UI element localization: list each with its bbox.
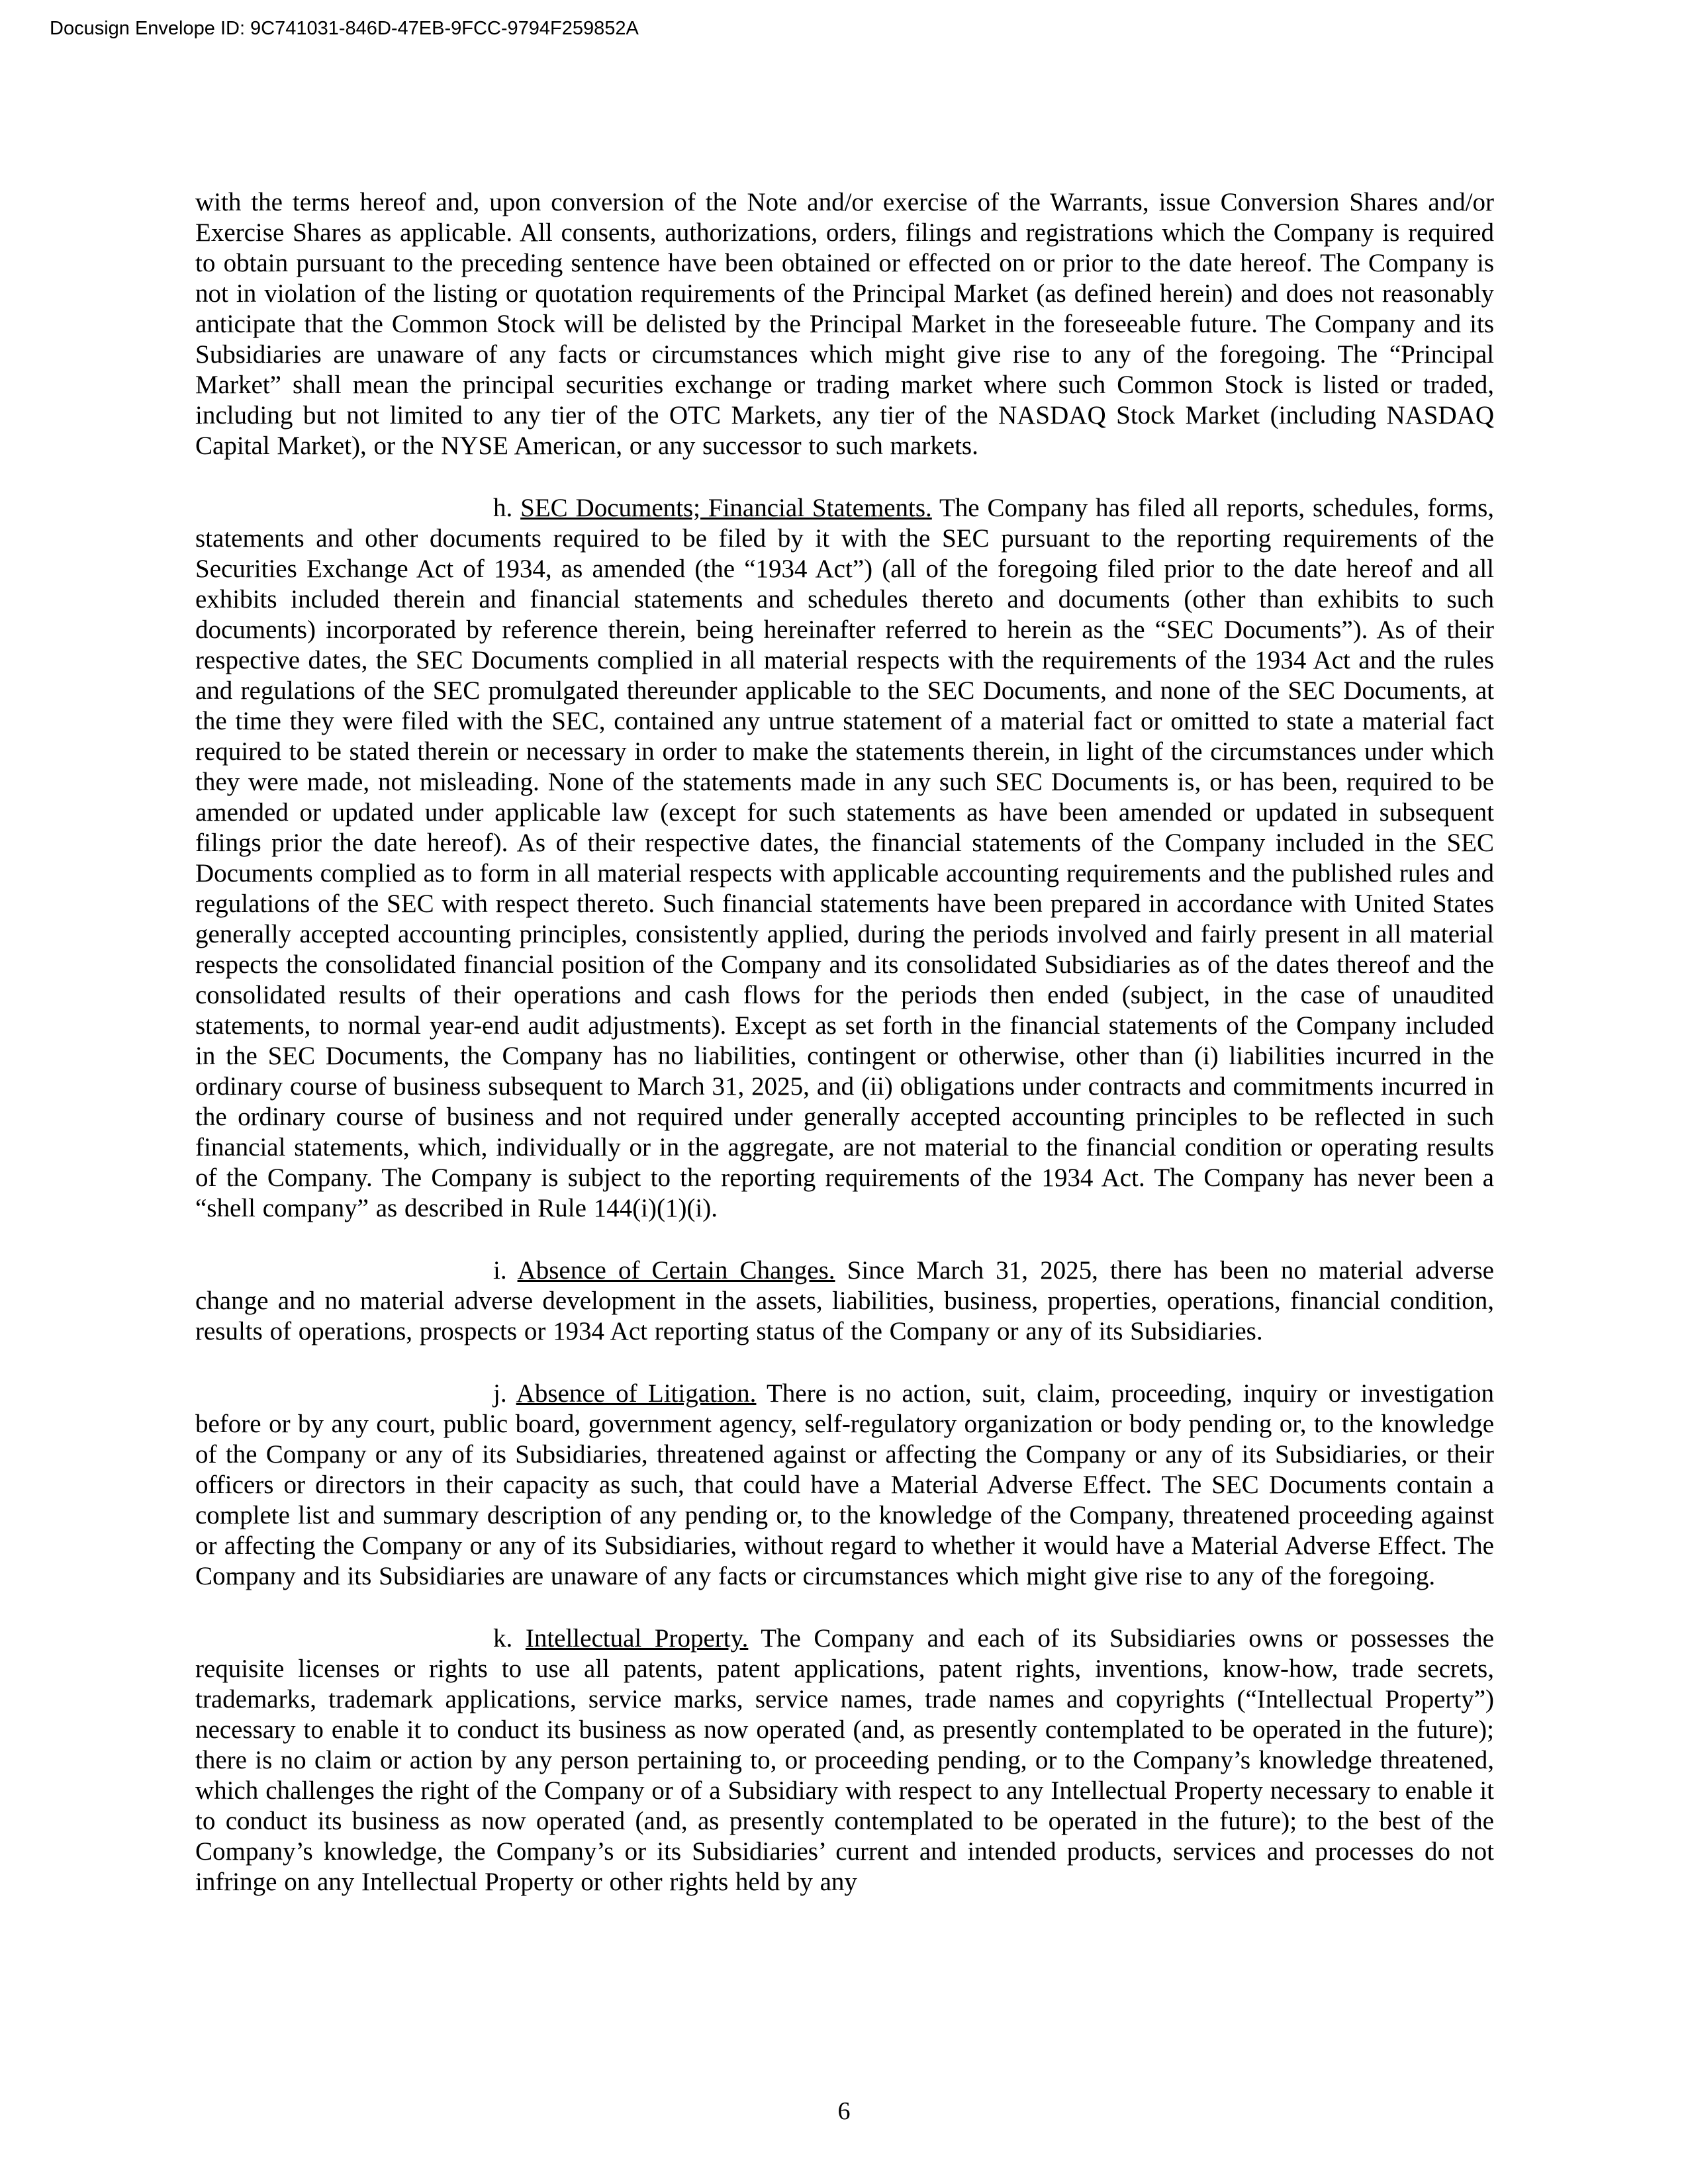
paragraph-heading: Intellectual Property. xyxy=(525,1624,749,1653)
paragraph-heading: SEC Documents; Financial Statements. xyxy=(520,494,932,522)
paragraph-label: i. xyxy=(493,1256,507,1285)
paragraph-body: Since March 31, 2025, there has been no material adverse change and no material adverse development in the assets, liabilities, business, properties, operations, financial condition, results of operations, prospects or 1934 Act reporting status of the Company or any of its Subsidiaries. xyxy=(195,1256,1494,1345)
paragraph-heading: Absence of Certain Changes. xyxy=(517,1256,835,1285)
paragraph-h-sec-documents xyxy=(195,493,1494,1224)
document-body xyxy=(195,187,1494,1929)
docusign-envelope-id: Docusign Envelope ID: 9C741031-846D-47EB-9FCC-9794F259852A xyxy=(50,18,639,39)
paragraph-body: with the terms hereof and, upon conversion of the Note and/or exercise of the Warrants, issue Conversion Shares and/or Exercise Shares as applicable. All consents, authorizations, orders, filings and registrations which the Company is required to obtain pursuant to the preceding sentence have been obtained or effected on or prior to the date hereof. The Company is not in violation of the listing or quotation requirements of the Principal Market (as defined herein) and does not reasonably anticipate that the Common Stock will be delisted by the Principal Market in the foreseeable future. The Company and its Subsidiaries are unaware of any facts or circumstances which might give rise to any of the foregoing. The “Principal Market” shall mean the principal securities exchange or trading market where such Common Stock is listed or traded, including but not limited to any tier of the OTC Markets, any tier of the NASDAQ Stock Market (including NASDAQ Capital Market), or the NYSE American, or any successor to such markets. xyxy=(195,188,1494,460)
paragraph-body: The Company has filed all reports, schedules, forms, statements and other documents required to be filed by it with the SEC pursuant to the reporting requirements of the Securities Exchange Act of 1934, as amended (the “1934 Act”) (all of the foregoing filed prior to the date hereof and all exhibits included therein and financial statements and schedules thereto and documents (other than exhibits to such documents) incorporated by reference therein, being hereinafter referred to herein as the “SEC Documents”). As of their respective dates, the SEC Documents complied in all material respects with the requirements of the 1934 Act and the rules and regulations of the SEC promulgated thereunder applicable to the SEC Documents, and none of the SEC Documents, at the time they were filed with the SEC, contained any untrue statement of a material fact or omitted to state a material fact required to be stated therein or necessary in order to make the statements therein, in light of the circumstances under which they were made, not misleading. None of the statements made in any such SEC Documents is, or has been, required to be amended or updated under applicable law (except for such statements as have been amended or updated in subsequent filings prior the date hereof). As of their respective dates, the financial statements of the Company included in the SEC Documents complied as to form in all material respects with applicable accounting requirements and the published rules and regulations of the SEC with respect thereto. Such financial statements have been prepared in accordance with United States generally accepted accounting principles, consistently applied, during the periods involved and fairly present in all material respects the consolidated financial position of the Company and its consolidated Subsidiaries as of the dates thereof and the consolidated results of their operations and cash flows for the periods then ended (subject, in the case of unaudited statements, to normal year-end audit adjustments). Except as set forth in the financial statements of the Company included in the SEC Documents, the Company has no liabilities, contingent or otherwise, other than (i) liabilities incurred in the ordinary course of business subsequent to March 31, 2025, and (ii) obligations under contracts and commitments incurred in the ordinary course of business and not required under generally accepted accounting principles to be reflected in such financial statements, which, individually or in the aggregate, are not material to the financial condition or operating results of the Company. The Company is subject to the reporting requirements of the 1934 Act. The Company has never been a “shell company” as described in Rule 144(i)(1)(i). xyxy=(195,494,1495,1222)
paragraph-continuation xyxy=(195,187,1494,461)
page-number: 6 xyxy=(837,2097,851,2125)
paragraph-label: h. xyxy=(493,494,513,522)
paragraph-heading: Absence of Litigation. xyxy=(516,1379,757,1408)
paragraph-label: k. xyxy=(493,1624,513,1653)
paragraph-k-intellectual-property xyxy=(195,1623,1494,1897)
paragraph-body: There is no action, suit, claim, proceeding, inquiry or investigation before or by any court, public board, government agency, self-regulatory organization or body pending or, to the knowledge of the Company or any of its Subsidiaries, threatened against or affecting the Company or any of its Subsidiaries, or their officers or directors in their capacity as such, that could have a Material Adverse Effect. The SEC Documents contain a complete list and summary description of any pending or, to the knowledge of the Company, threatened proceeding against or affecting the Company or any of its Subsidiaries, without regard to whether it would have a Material Adverse Effect. The Company and its Subsidiaries are unaware of any facts or circumstances which might give rise to any of the foregoing. xyxy=(195,1379,1494,1590)
paragraph-label: j. xyxy=(493,1379,507,1408)
paragraph-i-absence-of-certain-changes xyxy=(195,1255,1494,1347)
paragraph-j-absence-of-litigation xyxy=(195,1379,1494,1592)
paragraph-body: The Company and each of its Subsidiaries owns or possesses the requisite licenses or rights to use all patents, patent applications, patent rights, inventions, know-how, trade secrets, trademarks, trademark applications, service marks, service names, trade names and copyrights (“Intellectual Property”) necessary to enable it to conduct its business as now operated (and, as presently contemplated to be operated in the future); there is no claim or action by any person pertaining to, or proceeding pending, or to the Company’s knowledge threatened, which challenges the right of the Company or of a Subsidiary with respect to any Intellectual Property necessary to enable it to conduct its business as now operated (and, as presently contemplated to be operated in the future); to the best of the Company’s knowledge, the Company’s or its Subsidiaries’ current and intended products, services and processes do not infringe on any Intellectual Property or other rights held by any xyxy=(195,1624,1494,1896)
